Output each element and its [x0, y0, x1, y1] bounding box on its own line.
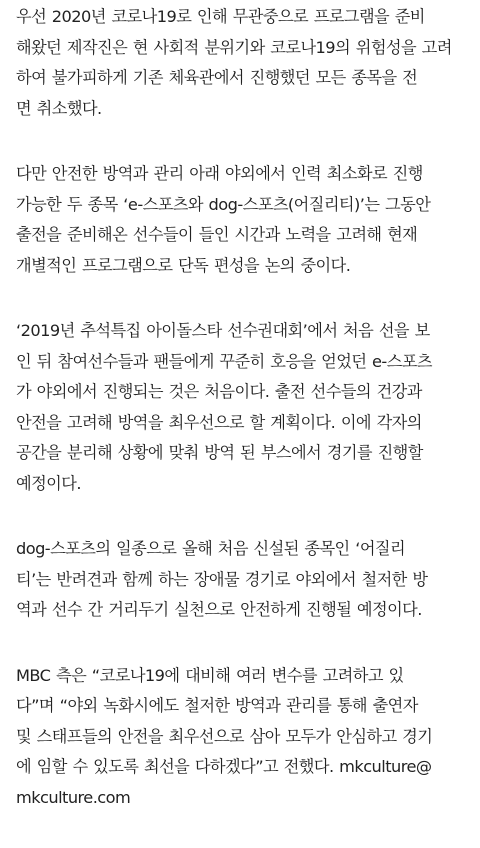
text-line: 하여 불가피하게 기존 체육관에서 진행했던 모든 종목을 전 [16, 68, 418, 87]
text-line: 역과 선수 간 거리두기 실천으로 안전하게 진행될 예정이다. [16, 600, 422, 619]
text-line: 출전을 준비해온 선수들이 들인 시간과 노력을 고려해 현재 [16, 225, 418, 244]
paragraph-mbc-statement [16, 661, 474, 814]
text-line: 안전을 고려해 방역을 최우선으로 할 계획이다. 이에 각자의 [16, 412, 422, 432]
text-line: 인 뒤 참여선수들과 팬들에게 꾸준히 호응을 얻었던 e-스포츠 [16, 351, 432, 371]
text-line: ‘2019년 추석특집 아이돌스타 선수권대회’에서 처음 선을 보 [16, 321, 430, 340]
text-line: dog-스포츠의 일종으로 올해 처음 신설된 종목인 ‘어질리 [16, 539, 406, 558]
paragraph-cancellation [16, 2, 474, 124]
text-line: 티’는 반려견과 함께 하는 장애물 경기로 야외에서 철저한 방 [16, 569, 428, 589]
text-line: 에 임할 수 있도록 최선을 다하겠다”고 전했다. mkculture@ [16, 757, 432, 776]
text-line: mkculture.com [16, 787, 131, 807]
text-line: 우선 2020년 코로나19로 인해 무관중으로 프로그램을 준비 [16, 7, 425, 26]
text-line: 가 야외에서 진행되는 것은 처음이다. 출전 선수들의 건강과 [16, 382, 422, 401]
article-body [16, 2, 474, 848]
text-line: 예정이다. [16, 473, 81, 493]
text-line: 개별적인 프로그램으로 단독 편성을 논의 중이다. [16, 255, 351, 275]
paragraph-dog-sports [16, 534, 474, 626]
text-line: 다만 안전한 방역과 관리 아래 야외에서 인력 최소화로 진행 [16, 164, 423, 183]
text-line: 가능한 두 종목 ‘e-스포츠와 dog-스포츠(어질리티)’는 그동안 [16, 194, 431, 214]
paragraph-outdoor-events [16, 159, 474, 281]
text-line: 공간을 분리해 상황에 맞춰 방역 된 부스에서 경기를 진행할 [16, 443, 423, 462]
text-line: 해왔던 제작진은 현 사회적 분위기와 코로나19의 위험성을 고려 [16, 37, 452, 57]
text-line: 다”며 “야외 녹화시에도 철저한 방역과 관리를 통해 출연자 [16, 696, 418, 715]
text-line: MBC 측은 “코로나19에 대비해 여러 변수를 고려하고 있 [16, 665, 404, 685]
paragraph-esports [16, 316, 474, 499]
text-line: 면 취소했다. [16, 98, 102, 118]
text-line: 및 스태프들의 안전을 최우선으로 삼아 모두가 안심하고 경기 [16, 726, 433, 746]
